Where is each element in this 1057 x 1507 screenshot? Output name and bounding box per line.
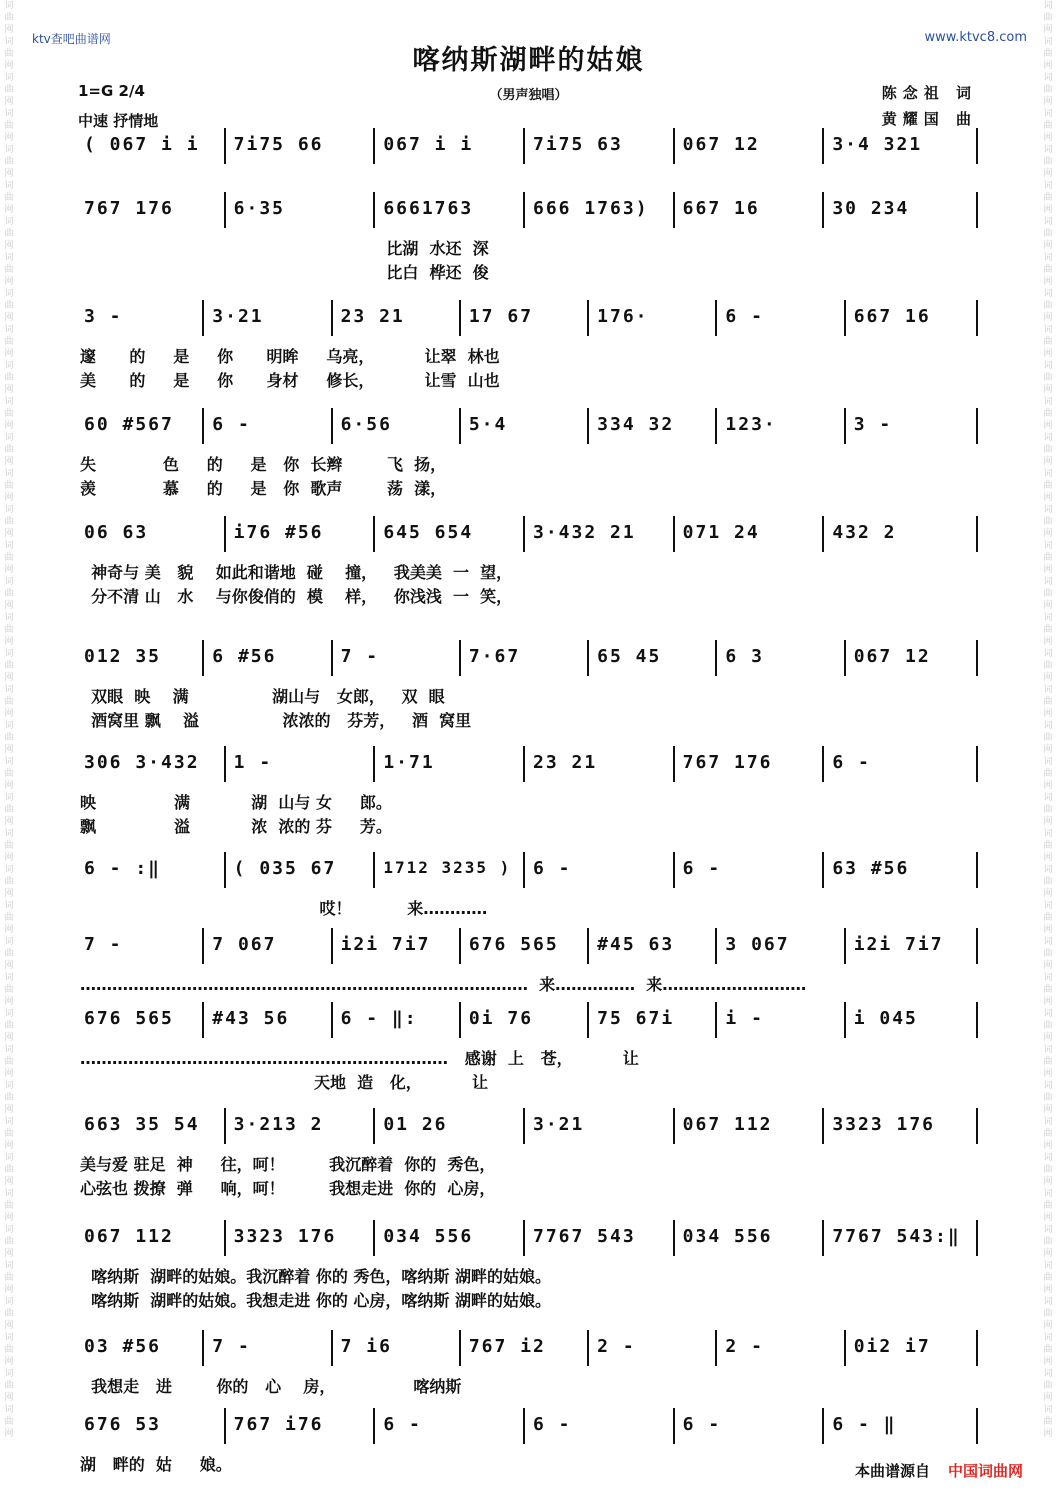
bar-line bbox=[715, 300, 717, 336]
measure: 6661763 bbox=[383, 198, 474, 219]
bar-line bbox=[459, 928, 461, 964]
measure: 1 - bbox=[233, 752, 273, 773]
measure: 6 - :‖ bbox=[84, 858, 162, 879]
measure: 1712 3235 ) bbox=[383, 858, 512, 877]
bar-line bbox=[587, 928, 589, 964]
measure: 7 067 bbox=[212, 934, 277, 955]
bar-line bbox=[673, 516, 675, 552]
measure: 60 #567 bbox=[84, 414, 174, 435]
lyric-line: 湖 畔的 姑 娘。 bbox=[80, 1455, 232, 1474]
bar-line bbox=[976, 1002, 978, 1038]
measure: 6 - bbox=[533, 1414, 572, 1435]
measure: 65 45 bbox=[597, 646, 662, 667]
measure: 6 - bbox=[383, 1414, 422, 1435]
measure: 012 35 bbox=[84, 646, 162, 667]
bar-line bbox=[822, 852, 824, 888]
bar-line bbox=[976, 516, 978, 552]
bar-line bbox=[976, 1220, 978, 1256]
measure: 7 - bbox=[84, 934, 123, 955]
measure: 676 53 bbox=[84, 1414, 162, 1435]
measure: 3323 176 bbox=[832, 1114, 936, 1135]
measure: 067 i i bbox=[383, 134, 474, 155]
bar-line bbox=[373, 192, 375, 228]
measure: 7i75 63 bbox=[533, 134, 623, 155]
bar-line bbox=[224, 192, 226, 228]
bar-line bbox=[224, 852, 226, 888]
bar-line bbox=[976, 928, 978, 964]
bar-line bbox=[202, 408, 204, 444]
measure: i 045 bbox=[853, 1008, 918, 1029]
lyric-line: …………………………………………………………… 感谢 上 苍， 让 bbox=[80, 1049, 639, 1068]
measure: 30 234 bbox=[832, 198, 910, 219]
lyric-line: 双眼 映 满 湖山与 女郎， 双 眼 bbox=[80, 687, 445, 706]
measure: 676 565 bbox=[468, 934, 559, 955]
bar-line bbox=[331, 640, 333, 676]
measure: i - bbox=[725, 1008, 764, 1029]
bar-line bbox=[673, 852, 675, 888]
measure: 666 1763) bbox=[533, 198, 649, 219]
bar-line bbox=[202, 1330, 204, 1366]
measure: #45 63 bbox=[597, 934, 675, 955]
bar-line bbox=[373, 1408, 375, 1444]
measure: 2 - bbox=[725, 1336, 764, 1357]
lyric-line: 映 满 湖 山与 女 郎。 bbox=[80, 793, 392, 812]
score-row bbox=[80, 1408, 978, 1498]
measure: 6 - bbox=[725, 306, 764, 327]
measure: 2 - bbox=[597, 1336, 636, 1357]
score-row bbox=[80, 192, 978, 282]
measure: 63 #56 bbox=[832, 858, 910, 879]
bar-line bbox=[976, 408, 978, 444]
bar-line bbox=[373, 852, 375, 888]
bar-line bbox=[224, 1220, 226, 1256]
bar-line bbox=[715, 1330, 717, 1366]
measure: 667 16 bbox=[853, 306, 931, 327]
bar-line bbox=[523, 192, 525, 228]
measure: 06 63 bbox=[84, 522, 149, 543]
bar-line bbox=[523, 1220, 525, 1256]
bar-line bbox=[331, 928, 333, 964]
measure: 6 - ‖: bbox=[340, 1008, 418, 1029]
measure: 7767 543:‖ bbox=[832, 1226, 961, 1247]
bar-line bbox=[844, 1330, 846, 1366]
measure: 067 12 bbox=[853, 646, 931, 667]
measure: 071 24 bbox=[682, 522, 760, 543]
bar-line bbox=[822, 746, 824, 782]
measure: i2i 7i7 bbox=[853, 934, 944, 955]
site-watermark-right: www.ktvc8.com bbox=[924, 30, 1027, 45]
bar-line bbox=[587, 640, 589, 676]
bar-line bbox=[587, 1002, 589, 1038]
measure: 034 556 bbox=[682, 1226, 773, 1247]
measure: 306 3·432 bbox=[84, 752, 200, 773]
footer-site: 中国词曲网 bbox=[947, 1462, 1023, 1480]
lyric-line: 美 的 是 你 身材 修长， 让雪 山也 bbox=[80, 371, 500, 390]
lyric-line: 失 色 的 是 你 长辫 飞 扬， bbox=[80, 455, 447, 474]
bar-line bbox=[202, 928, 204, 964]
measure: i76 #56 bbox=[233, 522, 324, 543]
bar-line bbox=[976, 640, 978, 676]
lyric-line: 飘 溢 浓 浓的 芬 芳。 bbox=[80, 817, 392, 836]
measure: 123· bbox=[725, 414, 777, 435]
bar-line bbox=[523, 1408, 525, 1444]
bar-line bbox=[976, 852, 978, 888]
measure: 5·4 bbox=[468, 414, 508, 435]
bar-line bbox=[976, 192, 978, 228]
bar-line bbox=[523, 516, 525, 552]
measure: 3 - bbox=[84, 306, 123, 327]
measure: 334 32 bbox=[597, 414, 675, 435]
measure: 3·432 21 bbox=[533, 522, 636, 543]
bar-line bbox=[715, 640, 717, 676]
lyric-line: 邃 的 是 你 明眸 乌亮， 让翠 林也 bbox=[80, 347, 500, 366]
measure: 0i 76 bbox=[468, 1008, 534, 1029]
measure: 1·71 bbox=[383, 752, 435, 773]
bar-line bbox=[976, 300, 978, 336]
score-row bbox=[80, 516, 978, 606]
measure: 7 - bbox=[340, 646, 380, 667]
bar-line bbox=[373, 1108, 375, 1144]
bar-line bbox=[459, 300, 461, 336]
bar-line bbox=[523, 746, 525, 782]
bar-line bbox=[587, 408, 589, 444]
measure: 75 67i bbox=[597, 1008, 675, 1029]
bar-line bbox=[822, 128, 824, 164]
measure: 034 556 bbox=[383, 1226, 474, 1247]
lyric-line: ………………………………………………………………………… 来…………… 来……………………… bbox=[80, 975, 807, 994]
bar-line bbox=[224, 746, 226, 782]
measure: 6 - bbox=[533, 858, 572, 879]
measure: 6·56 bbox=[340, 414, 392, 435]
lyricist-credit: 陈念祖 词 bbox=[881, 84, 977, 102]
measure: ( 035 67 bbox=[233, 858, 337, 879]
lyric-line: 比白 桦还 俊 bbox=[80, 263, 489, 282]
measure: 03 #56 bbox=[84, 1336, 162, 1357]
measure: #43 56 bbox=[212, 1008, 290, 1029]
bar-line bbox=[673, 1108, 675, 1144]
bar-line bbox=[715, 1002, 717, 1038]
bar-line bbox=[976, 746, 978, 782]
measure: 7·67 bbox=[468, 646, 521, 667]
site-watermark-left: ktv查吧曲谱网 bbox=[32, 32, 111, 46]
composer-credit: 黄耀国 曲 bbox=[881, 110, 977, 128]
bar-line bbox=[331, 1002, 333, 1038]
measure: 767 i2 bbox=[468, 1336, 546, 1357]
measure: 6 3 bbox=[725, 646, 764, 667]
lyric-line: 喀纳斯 湖畔的姑娘。我想走进 你的 心房，喀纳斯 湖畔的姑娘。 bbox=[80, 1291, 551, 1310]
bar-line bbox=[224, 1108, 226, 1144]
bar-line bbox=[673, 128, 675, 164]
bar-line bbox=[224, 1408, 226, 1444]
score-row bbox=[80, 1108, 978, 1198]
song-subtitle: （男声独唱） bbox=[489, 88, 568, 103]
bar-line bbox=[459, 408, 461, 444]
measure: ( 067 i i bbox=[84, 134, 200, 155]
measure: 667 16 bbox=[682, 198, 760, 219]
lyric-line: 羡 慕 的 是 你 歌声 荡 漾， bbox=[80, 479, 447, 498]
measure: 432 2 bbox=[832, 522, 897, 543]
bar-line bbox=[224, 516, 226, 552]
bar-line bbox=[976, 1408, 978, 1444]
bar-line bbox=[822, 1408, 824, 1444]
lyric-line: 心弦也 拨撩 弹 响，呵！ 我想走进 你的 心房， bbox=[80, 1179, 496, 1198]
measure: 17 67 bbox=[468, 306, 534, 327]
score-row bbox=[80, 746, 978, 836]
bar-line bbox=[373, 1220, 375, 1256]
score-row bbox=[80, 300, 978, 390]
lyric-line: 分不清 山 水 与你俊俏的 模 样， 你浅浅 一 笑， bbox=[80, 587, 513, 606]
measure: 067 12 bbox=[682, 134, 760, 155]
measure: 676 565 bbox=[84, 1008, 174, 1029]
measure: 6 - ‖ bbox=[832, 1414, 897, 1435]
bar-line bbox=[587, 1330, 589, 1366]
measure: 6 - bbox=[212, 414, 251, 435]
measure: 01 26 bbox=[383, 1114, 448, 1135]
bar-line bbox=[715, 928, 717, 964]
score-row bbox=[80, 640, 978, 730]
bar-line bbox=[844, 928, 846, 964]
bar-line bbox=[523, 1108, 525, 1144]
left-edge-watermark: 词曲网词曲网词曲网词曲网词曲网词曲网词曲网词曲网词曲网词曲网词曲网词曲网词曲网词曲网词曲网词曲网词曲网词曲网词曲网词曲网词曲网词曲网词曲网词曲网词曲网词曲网词曲网词曲网词曲网词曲网词曲网词曲网词曲网词曲网词曲网词曲网词曲网词曲网词曲网词曲网 bbox=[4, 1, 14, 1439]
bar-line bbox=[673, 1220, 675, 1256]
bar-line bbox=[459, 1002, 461, 1038]
measure: 3 - bbox=[853, 414, 893, 435]
measure: 3·4 321 bbox=[832, 134, 923, 155]
bar-line bbox=[523, 852, 525, 888]
measure: 3323 176 bbox=[233, 1226, 337, 1247]
lyric-line: 神奇与 美 貌 如此和谐地 碰 撞， 我美美 一 望， bbox=[80, 563, 513, 582]
measure: 0i2 i7 bbox=[853, 1336, 931, 1357]
bar-line bbox=[331, 408, 333, 444]
bar-line bbox=[822, 1220, 824, 1256]
score-row bbox=[80, 408, 978, 498]
score-row bbox=[80, 1330, 978, 1420]
measure: 7 i6 bbox=[340, 1336, 392, 1357]
bar-line bbox=[202, 640, 204, 676]
tempo-marking: 中速 抒情地 bbox=[78, 112, 159, 130]
bar-line bbox=[844, 640, 846, 676]
measure: 767 176 bbox=[84, 198, 174, 219]
measure: 23 21 bbox=[340, 306, 405, 327]
bar-line bbox=[673, 192, 675, 228]
source-footer bbox=[855, 1460, 1023, 1481]
measure: 6·35 bbox=[233, 198, 286, 219]
bar-line bbox=[844, 1002, 846, 1038]
lyric-line: 天地 造 化， 让 bbox=[80, 1073, 488, 1092]
song-title: 喀纳斯湖畔的姑娘 bbox=[412, 45, 645, 76]
bar-line bbox=[976, 1330, 978, 1366]
bar-line bbox=[331, 300, 333, 336]
measure: 3·213 2 bbox=[233, 1114, 324, 1135]
measure: 067 112 bbox=[84, 1226, 174, 1247]
measure: 6 - bbox=[682, 1414, 722, 1435]
bar-line bbox=[373, 128, 375, 164]
score-row bbox=[80, 1002, 978, 1092]
bar-line bbox=[844, 300, 846, 336]
measure: 176· bbox=[597, 306, 649, 327]
bar-line bbox=[844, 408, 846, 444]
measure: 3·21 bbox=[533, 1114, 585, 1135]
bar-line bbox=[331, 1330, 333, 1366]
bar-line bbox=[202, 1002, 204, 1038]
bar-line bbox=[459, 640, 461, 676]
lyric-line: 我想走 进 你的 心 房， 喀纳斯 bbox=[80, 1377, 462, 1396]
lyric-line: 喀纳斯 湖畔的姑娘。我沉醉着 你的 秀色，喀纳斯 湖畔的姑娘。 bbox=[80, 1267, 551, 1286]
score-row bbox=[80, 1220, 978, 1310]
lyric-line: 美与爱 驻足 神 往，呵！ 我沉醉着 你的 秀色， bbox=[80, 1155, 496, 1174]
measure: 7767 543 bbox=[533, 1226, 636, 1247]
bar-line bbox=[373, 516, 375, 552]
bar-line bbox=[373, 746, 375, 782]
measure: 663 35 54 bbox=[84, 1114, 200, 1135]
right-edge-watermark: 词曲网词曲网词曲网词曲网词曲网词曲网词曲网词曲网词曲网词曲网词曲网词曲网词曲网词曲网词曲网词曲网词曲网词曲网词曲网词曲网词曲网词曲网词曲网词曲网词曲网词曲网词曲网词曲网词曲网词曲网词曲网词曲网词曲网词曲网词曲网词曲网词曲网词曲网词曲网词曲网 bbox=[1043, 1, 1053, 1439]
bar-line bbox=[822, 192, 824, 228]
footer-prefix: 本曲谱源自 bbox=[854, 1462, 930, 1480]
measure: 3·21 bbox=[212, 306, 264, 327]
measure: 7i75 66 bbox=[233, 134, 324, 155]
bar-line bbox=[822, 1108, 824, 1144]
measure: 767 i76 bbox=[233, 1414, 324, 1435]
lyric-line: 哎！ 来………… bbox=[80, 899, 488, 918]
bar-line bbox=[673, 1408, 675, 1444]
bar-line bbox=[523, 128, 525, 164]
lyric-line: 酒窝里 飘 溢 浓浓的 芬芳， 酒 窝里 bbox=[80, 711, 472, 730]
bar-line bbox=[673, 746, 675, 782]
measure: 23 21 bbox=[533, 752, 598, 773]
bar-line bbox=[587, 300, 589, 336]
bar-line bbox=[976, 1108, 978, 1144]
bar-line bbox=[715, 408, 717, 444]
measure: 6 - bbox=[832, 752, 871, 773]
measure: 645 654 bbox=[383, 522, 474, 543]
measure: 7 - bbox=[212, 1336, 251, 1357]
measure: 767 176 bbox=[682, 752, 773, 773]
bar-line bbox=[976, 128, 978, 164]
bar-line bbox=[822, 516, 824, 552]
bar-line bbox=[459, 1330, 461, 1366]
bar-line bbox=[224, 128, 226, 164]
measure: 3 067 bbox=[725, 934, 790, 955]
lyric-line: 比湖 水还 深 bbox=[80, 239, 489, 258]
bar-line bbox=[202, 300, 204, 336]
measure: 6 #56 bbox=[212, 646, 277, 667]
measure: 067 112 bbox=[682, 1114, 773, 1135]
measure: 6 - bbox=[682, 858, 722, 879]
key-signature: 1=G 2/4 bbox=[78, 82, 145, 100]
measure: i2i 7i7 bbox=[340, 934, 431, 955]
